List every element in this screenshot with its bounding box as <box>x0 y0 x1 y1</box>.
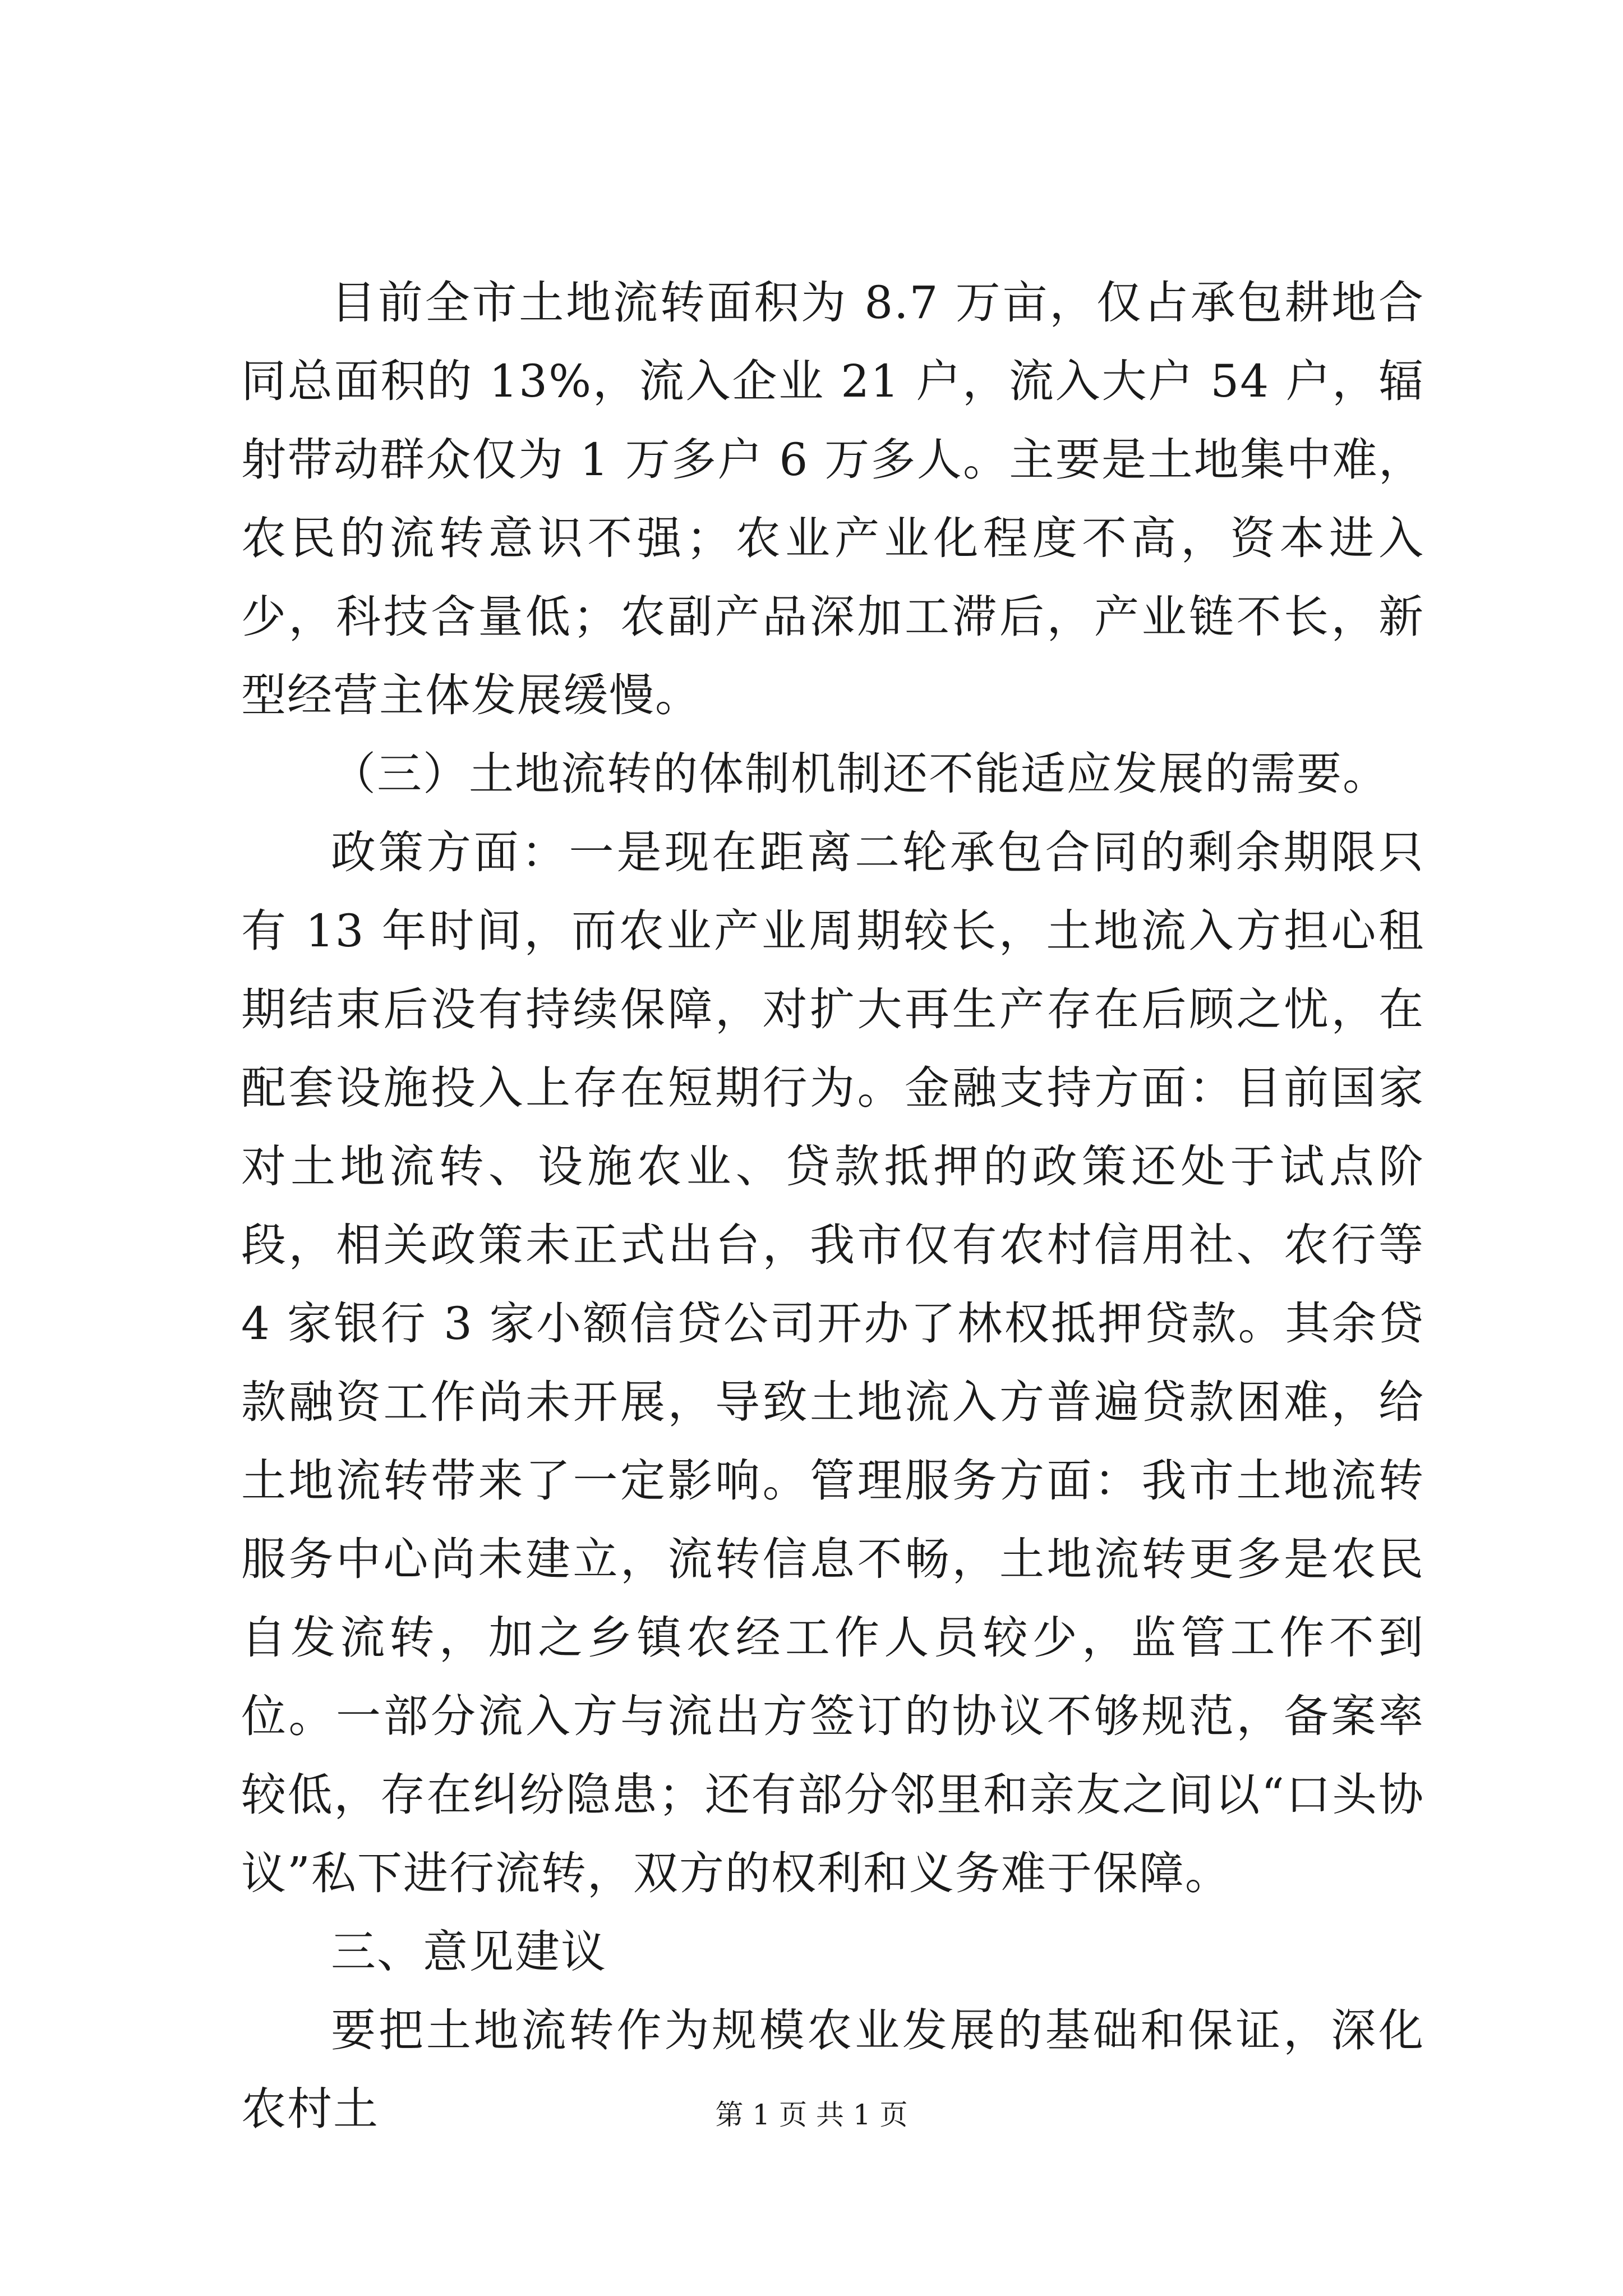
page-footer: 第 1 页 共 1 页 <box>715 2099 908 2131</box>
paragraph-policy-finance-management: 政策方面：一是现在距离二轮承包合同的剩余期限只有 13 年时间，而农业产业周期较长，土地流入方担心租期结束后没有持续保障，对扩大再生产存在后顾之忧，在配套设施投入上存在短期行为。金融支持方面：目前国家对土地流转、设施农业、贷款抵押的政策还处于试点阶段，相关政策未正式出台，我市仅有农村信用社、农行等 4 家银行 3 家小额信贷公司开办了林权抵押贷款。其余贷款融资工作尚未开展，导致土地流入方普遍贷款困难，给土地流转带来了一定影响。管理服务方面：我市土地流转服务中心尚未建立，流转信息不畅，土地流转更多是农民自发流转，加之乡镇农经工作人员较少，监管工作不到位。一部分流入方与流出方签订的协议不够规范，备案率较低，存在纠纷隐患；还有部分邻里和亲友之间以“口头协议”私下进行流转，双方的权利和义务难于保障。 <box>241 826 1424 1899</box>
document-body <box>241 264 1424 2148</box>
section-heading-mechanism: （三）土地流转的体制机制还不能适应发展的需要。 <box>331 748 1389 800</box>
section-heading-suggestions: 三、意见建议 <box>331 1926 607 1978</box>
paragraph-suggestion-intro: 要把土地流转作为规模农业发展的基础和保证，深化农村土 <box>241 2004 1424 2135</box>
paragraph-land-transfer-status: 目前全市土地流转面积为 8.7 万亩，仅占承包耕地合同总面积的 13%，流入企业 21 户，流入大户 54 户，辐射带动群众仅为 1 万多户 6 万多人。主要是土地集中难，农民的流转意识不强；农业产业化程度不高，资本进入少，科技含量低；农副产品深加工滞后，产业链不长，新型经营主体发展缓慢。 <box>241 277 1424 721</box>
